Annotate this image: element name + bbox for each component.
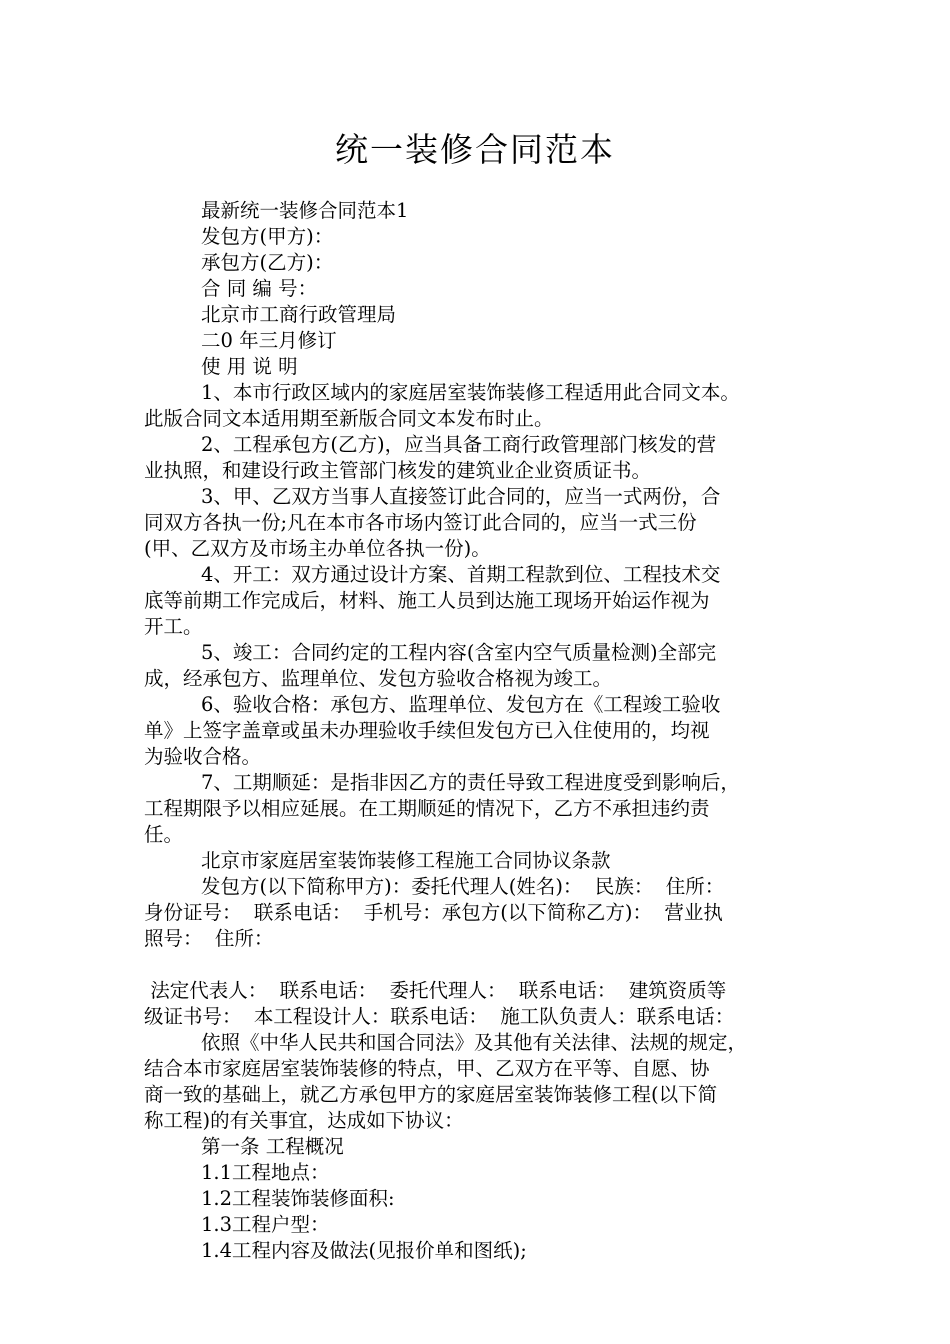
clause-line: 1.4工程内容及做法(见报价单和图纸);: [201, 1239, 527, 1262]
paragraph-line: 1、本市行政区域内的家庭居室装饰装修工程适用此合同文本。: [201, 381, 740, 404]
paragraph-line: (甲、乙双方及市场主办单位各执一份)。: [144, 537, 491, 560]
paragraph-line: 7、工期顺延：是指非因乙方的责任导致工程进度受到影响后，: [201, 771, 740, 794]
contract-number-label: 合 同 编 号：: [201, 277, 318, 300]
document-title: 统一装修合同范本: [335, 130, 615, 169]
agreement-heading: 北京市家庭居室装饰装修工程施工合同协议条款: [201, 849, 611, 872]
party-a-label: 发包方(甲方)：: [201, 225, 334, 248]
paragraph-line: 级证书号： 本工程设计人：联系电话： 施工队负责人：联系电话：: [144, 1005, 735, 1028]
paragraph-line: 依照《中华人民共和国合同法》及其他有关法律、法规的规定，: [201, 1031, 748, 1054]
paragraph-line: 5、竣工：合同约定的工程内容(含室内空气质量检测)全部完: [201, 641, 717, 664]
revision-line: 二0 年三月修订: [201, 329, 337, 352]
clause-line: 1.1工程地点：: [201, 1161, 330, 1184]
paragraph-line: 同双方各执一份;凡在本市各市场内签订此合同的，应当一式三份: [144, 511, 697, 534]
clause-line: 1.2工程装饰装修面积:: [201, 1187, 395, 1210]
paragraph-line: 法定代表人： 联系电话： 委托代理人： 联系电话： 建筑资质等: [144, 979, 727, 1002]
article-heading: 第一条 工程概况: [201, 1135, 344, 1158]
paragraph-line: 任。: [144, 823, 184, 846]
section-heading: 最新统一装修合同范本1: [201, 199, 409, 222]
paragraph-line: 底等前期工作完成后，材料、施工人员到达施工现场开始运作视为: [144, 589, 710, 612]
paragraph-line: 照号： 住所：: [144, 927, 274, 950]
paragraph-line: 业执照，和建设行政主管部门核发的建筑业企业资质证书。: [144, 459, 652, 482]
paragraph-line: 3、甲、乙双方当事人直接签订此合同的，应当一式两份，合: [201, 485, 721, 508]
paragraph-line: 开工。: [144, 615, 203, 638]
paragraph-line: 成，经承包方、监理单位、发包方验收合格视为竣工。: [144, 667, 613, 690]
paragraph-line: 为验收合格。: [144, 745, 262, 768]
document-body: [144, 198, 812, 1264]
paragraph-line: 发包方(以下简称甲方)：委托代理人(姓名)： 民族： 住所：: [201, 875, 725, 898]
paragraph-line: 6、验收合格：承包方、监理单位、发包方在《工程竣工验收: [201, 693, 721, 716]
paragraph-line: 工程期限予以相应延展。在工期顺延的情况下，乙方不承担违约责: [144, 797, 710, 820]
paragraph-line: 商一致的基础上，就乙方承包甲方的家庭居室装饰装修工程(以下简: [144, 1083, 718, 1106]
party-b-label: 承包方(乙方)：: [201, 251, 334, 274]
paragraph-line: 身份证号： 联系电话： 手机号：承包方(以下简称乙方)： 营业执: [144, 901, 723, 924]
paragraph-line: 单》上签字盖章或虽未办理验收手续但发包方已入住使用的，均视: [144, 719, 710, 742]
paragraph-line: 4、开工：双方通过设计方案、首期工程款到位、工程技术交: [201, 563, 721, 586]
clause-line: 1.3工程户型：: [201, 1213, 330, 1236]
instructions-heading: 使 用 说 明: [201, 355, 298, 378]
paragraph-line: 称工程)的有关事宜，达成如下协议：: [144, 1109, 464, 1132]
issuer-line: 北京市工商行政管理局: [201, 303, 397, 326]
paragraph-line: 结合本市家庭居室装饰装修的特点，甲、乙双方在平等、自愿、协: [144, 1057, 710, 1080]
paragraph-line: 2、工程承包方(乙方)，应当具备工商行政管理部门核发的营: [201, 433, 717, 456]
paragraph-line: 此版合同文本适用期至新版合同文本发布时止。: [144, 407, 554, 430]
blank-line: [144, 952, 812, 978]
